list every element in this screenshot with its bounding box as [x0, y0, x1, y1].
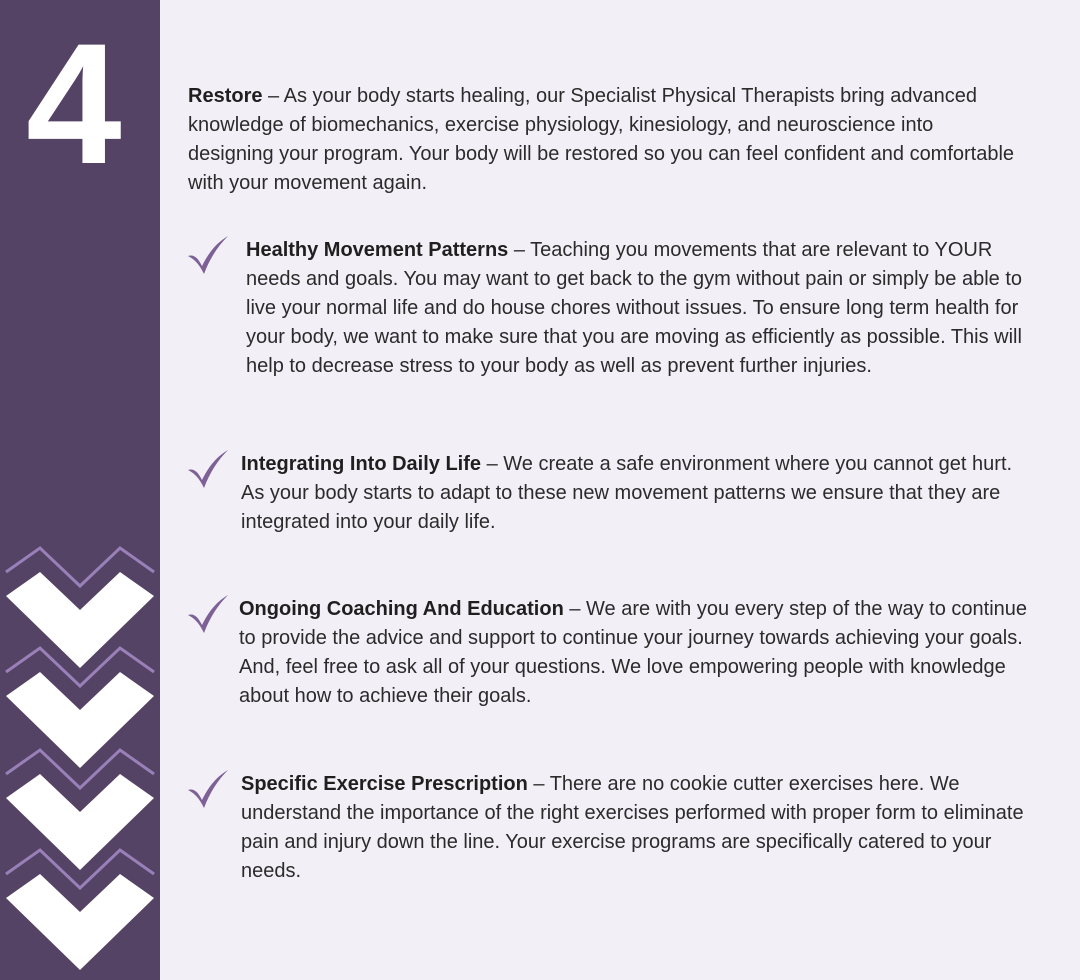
- checkmark-icon: [186, 770, 230, 810]
- chevron-down-icon: [6, 548, 154, 668]
- item-paragraph: [241, 450, 1031, 537]
- item-title: Integrating Into Daily Life: [241, 453, 482, 475]
- checkmark-icon: [186, 595, 230, 635]
- content: [188, 82, 1048, 198]
- checkmark-icon: [186, 450, 230, 490]
- item-text: – We are with you every step of the way to continue to provide the advice and support to continue your journey towards achieving your goals. And, feel free to ask all of your questions. We love empowering people with knowledge about how to achieve their goals.: [239, 598, 1028, 707]
- intro-title: Restore: [188, 85, 263, 107]
- step-number: 4: [26, 8, 118, 200]
- chevron-decoration: [0, 540, 160, 980]
- intro-text: – As your body starts healing, our Specialist Physical Therapists bring advanced knowledge of biomechanics, exercise physiology, kinesiology, and neuroscience into designing your program. Your body will be restored so you can feel confident and comfortable with your movement again.: [188, 85, 1015, 194]
- item-text: – Teaching you movements that are relevant to YOUR needs and goals. You may want to get back to the gym without pain or simply be able to live your normal life and do house chores without issues. To ensure long term health for your body, we want to make sure that you are moving as efficiently as possible. This will help to decrease stress to your body as well as prevent further injuries.: [246, 239, 1023, 377]
- item-paragraph: [241, 770, 1031, 886]
- item-title: Ongoing Coaching And Education: [239, 598, 564, 620]
- item-paragraph: [246, 236, 1041, 381]
- item-text: – We create a safe environment where you cannot get hurt. As your body starts to adapt to these new movement patterns we ensure that they are integrated into your daily life.: [241, 453, 1013, 533]
- item-paragraph: [239, 595, 1039, 711]
- item-text: – There are no cookie cutter exercises here. We understand the importance of the right exercises performed with proper form to eliminate pain and injury down the line. Your exercise programs are specifically catered to your needs.: [241, 773, 1024, 882]
- intro-paragraph: [188, 82, 1018, 198]
- checkmark-icon: [186, 236, 230, 276]
- sidebar: [0, 0, 160, 980]
- item-title: Healthy Movement Patterns: [246, 239, 509, 261]
- item-title: Specific Exercise Prescription: [241, 773, 528, 795]
